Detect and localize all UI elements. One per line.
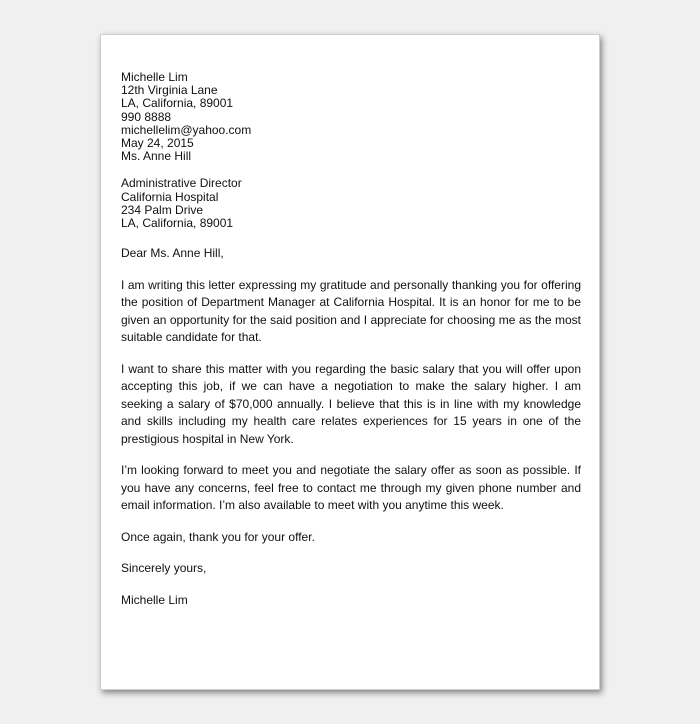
recipient-title: Administrative Director xyxy=(121,176,242,191)
recipient-city: LA, California, 89001 xyxy=(121,216,234,231)
sender-name: Michelle Lim xyxy=(121,70,188,84)
recipient-organization: California Hospital xyxy=(121,189,219,204)
sender-phone: 990 8888 xyxy=(121,109,172,124)
recipient-block xyxy=(121,177,581,230)
salutation: Dear Ms. Anne Hill, xyxy=(121,246,224,261)
sender-street: 12th Virginia Lane xyxy=(121,83,218,98)
valediction: Sincerely yours, xyxy=(121,561,207,576)
recipient-name: Ms. Anne Hill xyxy=(121,149,192,164)
signature: Michelle Lim xyxy=(121,592,188,607)
letter-page xyxy=(100,34,600,690)
body-paragraph: I want to share this matter with you regarding the basic salary that you will offer upon accepting this job, if we can have a negotiation to make the salary higher. I am seeking a salary of $70,000 annually. I believe that this is in line with my knowledge and skills including my health care relates experiences for 15 years in one of the prestigious hospital in New York. xyxy=(121,361,581,446)
letter-content xyxy=(121,71,581,609)
recipient-street: 234 Palm Drive xyxy=(121,202,204,217)
body-paragraph: I am writing this letter expressing my gratitude and personally thanking you for offering the position of Department Manager at California Hospital. It is an honor for me to be given an opportunity for the said position and I appreciate for choosing me as the most suitable candidate for that. xyxy=(121,277,581,345)
sender-city: LA, California, 89001 xyxy=(121,96,234,111)
sender-block xyxy=(121,71,581,163)
sender-email: michellelim@yahoo.com xyxy=(121,122,252,137)
letter-date: May 24, 2015 xyxy=(121,136,194,151)
body-paragraph: I’m looking forward to meet you and negotiate the salary offer as soon as possible. If you have any concerns, feel free to contact me through my given phone number and email information. I’m also available to meet with you anytime this week. xyxy=(121,463,581,513)
closing-line: Once again, thank you for your offer. xyxy=(121,529,315,544)
